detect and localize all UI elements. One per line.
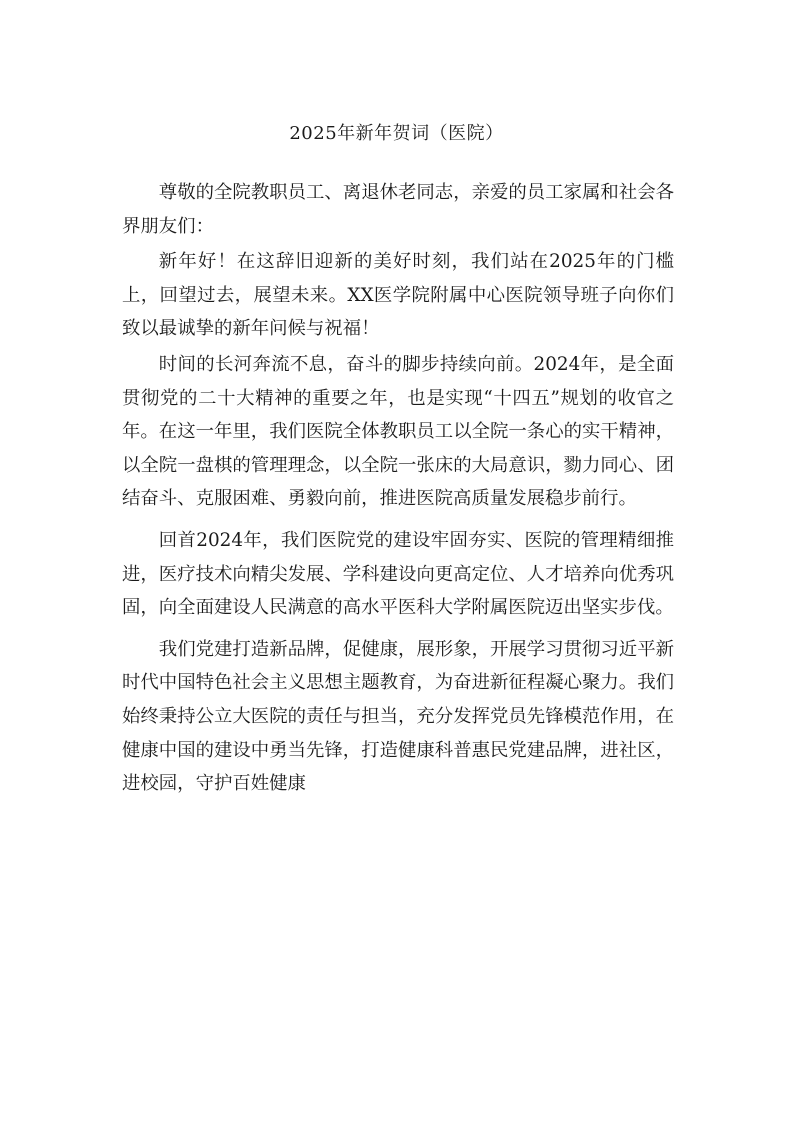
document-title: 2025年新年贺词（医院） (289, 123, 504, 144)
document-body (122, 176, 674, 803)
paragraph-party-building: 我们党建打造新品牌，促健康，展形象，开展学习贯彻习近平新时代中国特色社会主义思想主题教育，为奋进新征程凝心聚力。我们始终秉持公立大医院的责任与担当，充分发挥党员先锋模范作用，在健康中国的建设中勇当先锋，打造健康科普惠民党建品牌，进社区，进校园，守护百姓健康 (122, 638, 674, 795)
paragraph-greeting: 新年好！在这辞旧迎新的美好时刻，我们站在2025年的门槛上，回望过去，展望未来。XX医学院附属中心医院领导班子向你们致以最诚挚的新年问候与祝福！ (122, 251, 674, 340)
paragraph-achievements: 回首2024年，我们医院党的建设牢固夯实、医院的管理精细推进，医疗技术向精尖发展、学科建设向更高定位、人才培养向优秀巩固，向全面建设人民满意的高水平医科大学附属医院迈出坚实步伐。 (122, 529, 674, 619)
paragraph-review-2024: 时间的长河奔流不息，奋斗的脚步持续向前。2024年，是全面贯彻党的二十大精神的重要之年，也是实现“十四五”规划的收官之年。在这一年里，我们医院全体教职员工以全院一条心的实干精神，以全院一盘棋的管理理念，以全院一张床的大局意识，勠力同心、团结奋斗、克服困难、勇毅向前，推进医院高质量发展稳步前行。 (122, 353, 674, 510)
paragraph-salutation: 尊敬的全院教职员工、离退休老同志，亲爱的员工家属和社会各界朋友们： (122, 182, 674, 237)
